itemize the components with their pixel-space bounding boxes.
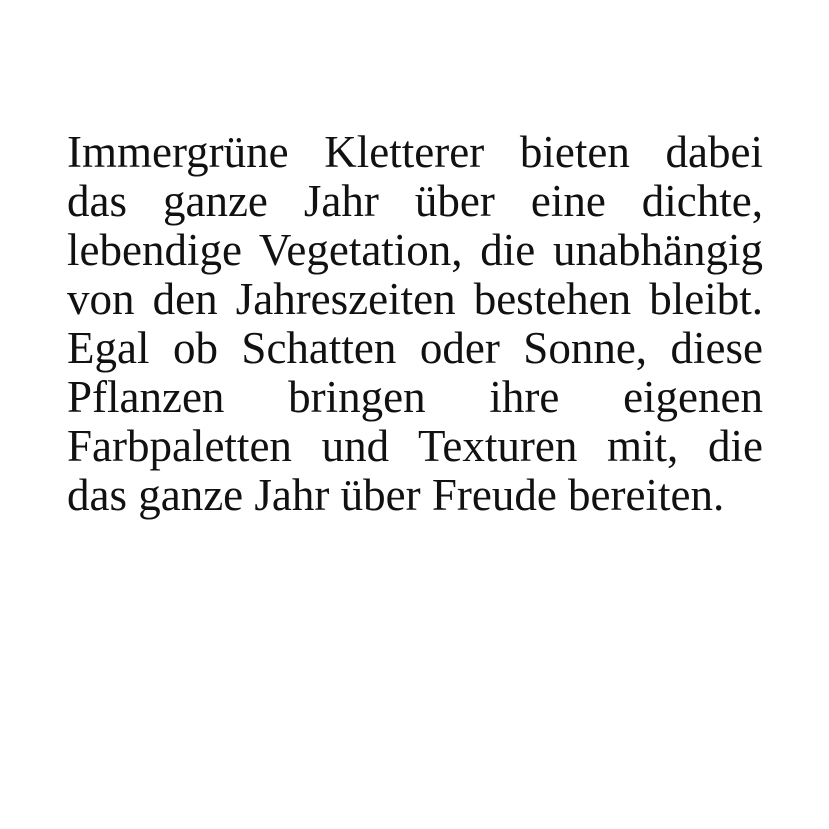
paragraph-line: Pflanzen bringen ihre eigenen bbox=[67, 372, 763, 422]
paragraph-line: Egal ob Schatten oder Sonne, diese bbox=[67, 323, 763, 373]
paragraph-line: von den Jahreszeiten bestehen bleibt. bbox=[67, 274, 763, 324]
paragraph-line: Farbpaletten und Texturen mit, die bbox=[67, 421, 763, 471]
paragraph-line: lebendige Vegetation, die unabhängig bbox=[67, 225, 763, 275]
paragraph-line: das ganze Jahr über Freude bereiten. bbox=[67, 470, 725, 520]
body-paragraph bbox=[67, 128, 763, 520]
paragraph-line: Immergrüne Kletterer bieten dabei bbox=[67, 127, 763, 177]
paragraph-line: das ganze Jahr über eine dichte, bbox=[67, 176, 763, 226]
